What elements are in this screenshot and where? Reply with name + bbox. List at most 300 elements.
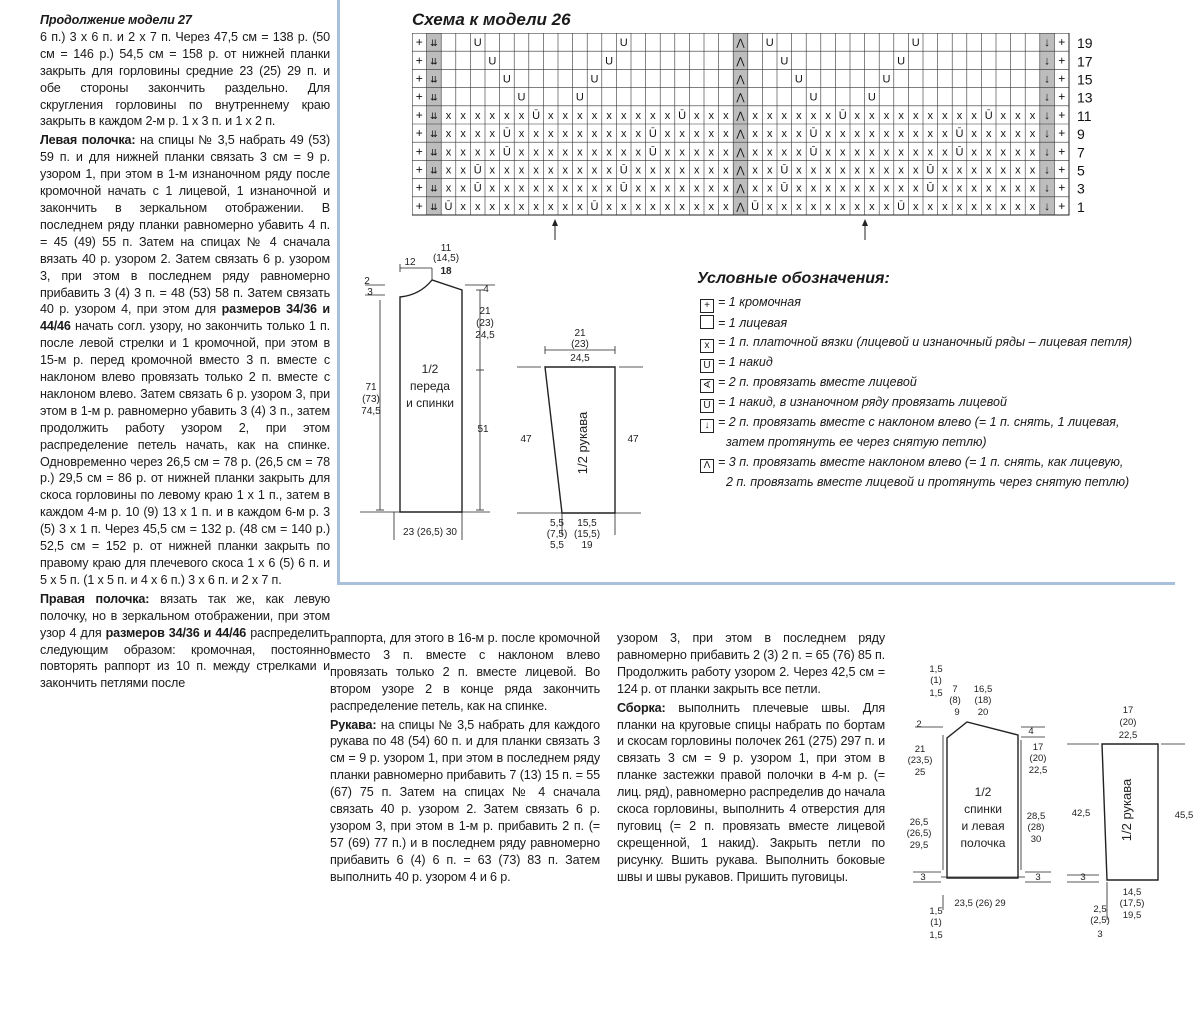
svg-text:x: x — [796, 146, 802, 159]
svg-text:x: x — [650, 200, 656, 213]
svg-text:x: x — [664, 164, 671, 177]
dim: 1,5 — [929, 664, 943, 675]
dim: 3 — [1097, 929, 1103, 940]
svg-text:x: x — [445, 128, 452, 141]
legend-text-continuation: 2 п. провязать вместе лицевой и протянуть через снятую петлю) — [726, 475, 1130, 489]
dim: 24,5 — [570, 353, 590, 364]
svg-text:x: x — [1015, 200, 1021, 213]
svg-text:x: x — [927, 109, 934, 122]
svg-text:⋀: ⋀ — [736, 92, 745, 104]
svg-text:x: x — [825, 200, 831, 213]
svg-text:x: x — [723, 109, 729, 122]
svg-text:x: x — [518, 146, 525, 159]
svg-text:x: x — [723, 164, 729, 177]
dim: 14,5 — [1122, 887, 1142, 898]
svg-text:x: x — [591, 128, 598, 141]
svg-text:x: x — [839, 164, 846, 177]
svg-text:x: x — [752, 146, 758, 159]
svg-text:Ū: Ū — [648, 146, 657, 159]
svg-text:⇊: ⇊ — [430, 74, 438, 85]
dim: 29,5 — [909, 840, 929, 851]
svg-text:Ū: Ū — [648, 128, 657, 141]
legend-text: = 1 лицевая — [718, 316, 788, 330]
svg-text:U: U — [590, 73, 599, 86]
legend-symbol-icon: + — [700, 299, 714, 313]
svg-text:x: x — [474, 128, 481, 141]
svg-text:x: x — [693, 109, 700, 122]
svg-text:+: + — [1058, 35, 1066, 50]
svg-text:+: + — [415, 35, 423, 50]
svg-text:Ū: Ū — [897, 200, 906, 213]
legend-item — [700, 355, 773, 373]
svg-text:x: x — [533, 128, 539, 141]
svg-text:x: x — [650, 182, 656, 195]
row-number: 5 — [1077, 162, 1085, 179]
dim: (18) — [974, 695, 992, 706]
svg-text:x: x — [898, 146, 904, 159]
row-number: 15 — [1077, 71, 1093, 88]
dim: (2,5) — [1090, 915, 1110, 926]
svg-text:x: x — [1015, 128, 1021, 141]
section-heading-assembly: Сборка: — [617, 700, 666, 715]
svg-text:↓: ↓ — [1044, 198, 1051, 213]
legend-item — [700, 315, 787, 330]
dim: 23 (26,5) 30 — [403, 527, 457, 538]
svg-text:x: x — [606, 182, 612, 195]
svg-text:U: U — [473, 37, 482, 50]
svg-text:x: x — [766, 182, 773, 195]
svg-text:x: x — [708, 109, 715, 122]
svg-text:⋀: ⋀ — [736, 56, 745, 68]
svg-text:Ū: Ū — [809, 146, 818, 159]
svg-text:x: x — [869, 146, 875, 159]
svg-text:+: + — [1058, 107, 1066, 122]
svg-text:x: x — [664, 182, 671, 195]
svg-text:x: x — [985, 200, 992, 213]
instructions-column-1 — [40, 12, 330, 694]
svg-text:x: x — [620, 109, 627, 122]
svg-text:x: x — [708, 146, 715, 159]
svg-text:Ū: Ū — [473, 182, 482, 195]
svg-text:x: x — [1015, 109, 1021, 122]
svg-text:x: x — [606, 164, 612, 177]
svg-text:⇊: ⇊ — [430, 183, 438, 194]
piece-label: 1/2 рукава — [1119, 778, 1134, 842]
legend-symbol-icon: ↓ — [700, 419, 714, 433]
svg-text:⋀: ⋀ — [736, 74, 745, 86]
svg-text:x: x — [1000, 182, 1007, 195]
svg-text:x: x — [810, 164, 817, 177]
svg-text:x: x — [723, 182, 729, 195]
dim: 19,5 — [1122, 910, 1142, 921]
svg-text:⇊: ⇊ — [430, 110, 438, 121]
svg-text:x: x — [869, 182, 875, 195]
dim: 47 — [627, 434, 639, 445]
svg-text:x: x — [591, 182, 598, 195]
row-number: 13 — [1077, 89, 1093, 106]
svg-text:x: x — [1000, 146, 1007, 159]
dim: (23,5) — [907, 755, 933, 766]
svg-text:↓: ↓ — [1044, 107, 1051, 122]
svg-text:x: x — [898, 164, 904, 177]
svg-text:x: x — [766, 164, 773, 177]
svg-text:Ū: Ū — [926, 182, 935, 195]
continuation-heading: Продолжение модели 27 — [40, 13, 192, 27]
svg-text:x: x — [635, 128, 642, 141]
dim: (17,5) — [1119, 898, 1145, 909]
dim: 1,5 — [929, 930, 943, 941]
svg-text:x: x — [854, 182, 861, 195]
svg-text:+: + — [1058, 126, 1066, 141]
svg-text:x: x — [810, 109, 817, 122]
piece-label: 1/2 — [421, 362, 439, 376]
pattern-sleeve — [515, 325, 655, 555]
svg-text:x: x — [956, 164, 963, 177]
svg-text:⋀: ⋀ — [736, 165, 745, 177]
row-number: 1 — [1077, 198, 1085, 215]
svg-text:x: x — [679, 164, 685, 177]
svg-text:x: x — [869, 164, 875, 177]
svg-text:x: x — [562, 146, 569, 159]
svg-text:x: x — [708, 128, 715, 141]
svg-text:x: x — [766, 109, 773, 122]
svg-text:Ū: Ū — [955, 128, 964, 141]
svg-text:+: + — [415, 162, 423, 177]
svg-text:x: x — [1015, 182, 1021, 195]
svg-text:x: x — [912, 200, 919, 213]
svg-text:x: x — [912, 146, 919, 159]
legend-text: = 2 п. провязать вместе с наклоном влево (= 1 п. снять, 1 лицевая, — [718, 415, 1120, 429]
svg-text:⇊: ⇊ — [430, 92, 438, 103]
dim: 1,5 — [929, 688, 943, 699]
svg-text:x: x — [533, 146, 539, 159]
svg-text:x: x — [562, 128, 569, 141]
svg-text:Ū: Ū — [502, 128, 511, 141]
svg-text:x: x — [942, 128, 948, 141]
svg-text:⇊: ⇊ — [430, 56, 438, 67]
svg-text:x: x — [533, 164, 539, 177]
dim: (7,5) — [546, 529, 568, 540]
svg-text:x: x — [898, 128, 904, 141]
dim: (20) — [1119, 717, 1137, 728]
svg-text:x: x — [518, 128, 525, 141]
svg-text:x: x — [796, 128, 802, 141]
svg-text:x: x — [912, 128, 919, 141]
paragraph: вязать так же, как левую полочку, но в зеркальном отображении, при этом узор 4 для — [40, 591, 330, 640]
svg-text:x: x — [883, 128, 890, 141]
svg-text:+: + — [415, 180, 423, 195]
svg-text:x: x — [971, 200, 977, 213]
svg-text:x: x — [708, 200, 715, 213]
svg-text:+: + — [1058, 89, 1066, 104]
svg-text:+: + — [415, 126, 423, 141]
svg-text:x: x — [489, 182, 496, 195]
dim: 12 — [404, 257, 416, 268]
svg-text:Ū: Ū — [926, 164, 935, 177]
svg-text:x: x — [825, 146, 831, 159]
svg-text:x: x — [577, 200, 583, 213]
svg-text:+: + — [415, 144, 423, 159]
svg-text:x: x — [956, 109, 963, 122]
svg-text:x: x — [869, 109, 875, 122]
size-emphasis: размеров 34/36 и 44/46 — [105, 625, 247, 640]
dim: (28) — [1027, 822, 1045, 833]
svg-text:x: x — [1029, 146, 1036, 159]
svg-text:x: x — [635, 200, 642, 213]
paragraph: 6 п.) 3 х 6 п. и 2 х 7 п. Через 47,5 см = 138 р. (50 см = 146 р.) 54,5 см = 158 р. от нижней планки закрыть для горловины средние 23 (25) 29 п. и обе стороны закончить раздельно. Для скругления горловины по внутреннему краю закрыть в каждом 2-м р. 1 х 3 п. и 1 х 2 п. — [40, 29, 330, 129]
dim: 2,5 — [1093, 904, 1107, 915]
svg-text:x: x — [547, 128, 554, 141]
svg-text:↓: ↓ — [1044, 89, 1051, 104]
dim: (15,5) — [573, 529, 601, 540]
size-emphasis: размеров 34/36 и 44/46 — [40, 302, 330, 334]
paragraph: распределить следующим образом: кромочная, постоянно повторять раппорт из 10 п. между стрелками и закончить петлями после — [40, 625, 330, 691]
svg-text:x: x — [693, 200, 700, 213]
svg-text:x: x — [883, 164, 890, 177]
svg-text:U: U — [619, 37, 628, 50]
svg-text:x: x — [752, 109, 758, 122]
dim: 21 — [914, 744, 926, 755]
svg-text:x: x — [912, 109, 919, 122]
dim: 25 — [914, 767, 926, 778]
svg-text:x: x — [912, 182, 919, 195]
svg-text:x: x — [942, 146, 948, 159]
legend-symbol-icon: Ū — [700, 399, 714, 413]
dim: 30 — [1030, 834, 1042, 845]
svg-text:⋀: ⋀ — [736, 147, 745, 159]
svg-text:x: x — [664, 146, 671, 159]
svg-text:x: x — [810, 200, 817, 213]
svg-text:Ū: Ū — [678, 109, 687, 122]
svg-text:x: x — [927, 128, 934, 141]
svg-text:x: x — [927, 146, 934, 159]
svg-text:x: x — [781, 128, 788, 141]
svg-text:U: U — [502, 73, 511, 86]
svg-text:x: x — [533, 200, 539, 213]
svg-text:x: x — [796, 164, 802, 177]
svg-text:x: x — [708, 164, 715, 177]
dim: 17 — [1122, 705, 1134, 716]
svg-text:+: + — [1058, 144, 1066, 159]
paragraph: на спицы № 3,5 набрать для каждого рукава по 48 (54) 60 п. и для планки связать 3 см = 9 р. узором 1, при этом в последнем ряду планки равномерно прибавить 7 (13) 15 п. = 55 (67) 75 п. Затем на спицах № 4 сначала связать 40 р. узором 2. Затем связать 6 р. узором 3, при этом в 1-м р. прибавить 2 п. (= 57 (69) 77 п.) и в последнем ряду равномерно прибавить 6 (4) 6 п. = 63 (73) 83 п. Затем выполнить 40 р. узором 4 и 6 р. — [330, 717, 600, 884]
svg-text:x: x — [679, 200, 685, 213]
legend-text: = 1 п. платочной вязки (лицевой и изнаночный ряды – лицевая петля) — [718, 335, 1133, 349]
legend-symbol-icon — [700, 315, 714, 329]
dim: 15,5 — [577, 518, 597, 529]
dim: 4 — [1028, 726, 1034, 737]
svg-text:x: x — [606, 146, 612, 159]
knitting-chart — [412, 33, 1132, 243]
svg-text:Ū: Ū — [532, 109, 541, 122]
svg-text:⋀: ⋀ — [736, 201, 745, 213]
svg-text:+: + — [415, 89, 423, 104]
svg-text:x: x — [723, 146, 729, 159]
dim: 2 — [916, 719, 922, 730]
legend-symbol-icon: x — [700, 339, 714, 353]
svg-text:U: U — [867, 91, 876, 104]
svg-text:x: x — [839, 182, 846, 195]
instructions-column-2 — [330, 630, 600, 888]
svg-text:⇊: ⇊ — [430, 38, 438, 49]
svg-text:x: x — [664, 200, 671, 213]
svg-text:x: x — [1015, 146, 1021, 159]
dim: 19 — [581, 540, 593, 551]
svg-text:x: x — [562, 109, 569, 122]
dim: 2 — [364, 276, 370, 287]
svg-text:x: x — [752, 128, 758, 141]
svg-text:x: x — [504, 200, 510, 213]
legend-title: Условные обозначения: — [697, 270, 890, 287]
svg-text:Ū: Ū — [955, 146, 964, 159]
dim: 3 — [367, 287, 373, 298]
svg-text:x: x — [577, 146, 583, 159]
svg-text:x: x — [533, 182, 539, 195]
svg-text:x: x — [504, 164, 510, 177]
svg-text:x: x — [445, 182, 452, 195]
legend-text: = 1 накид — [718, 355, 773, 369]
dim: 21 — [479, 306, 491, 317]
dim: 20 — [977, 707, 989, 718]
svg-text:x: x — [956, 200, 963, 213]
svg-text:x: x — [445, 164, 452, 177]
svg-text:x: x — [839, 128, 846, 141]
svg-text:x: x — [781, 109, 788, 122]
svg-text:x: x — [460, 146, 466, 159]
svg-text:x: x — [518, 200, 525, 213]
dim: 23,5 (26) 29 — [954, 898, 1006, 909]
legend-text: = 2 п. провязать вместе лицевой — [718, 375, 917, 389]
svg-text:x: x — [664, 128, 671, 141]
svg-text:x: x — [489, 164, 496, 177]
svg-text:x: x — [693, 164, 700, 177]
legend-text-continuation: затем протянуть ее через снятую петлю) — [726, 435, 987, 449]
legend-text: = 3 п. провязать вместе наклоном влево (= 1 п. снять, как лицевую, — [718, 455, 1124, 469]
svg-text:x: x — [635, 109, 642, 122]
svg-text:Ū: Ū — [751, 200, 760, 213]
svg-text:x: x — [898, 182, 904, 195]
svg-text:x: x — [883, 200, 890, 213]
svg-text:x: x — [591, 164, 598, 177]
svg-text:x: x — [547, 164, 554, 177]
svg-text:Ū: Ū — [444, 200, 453, 213]
legend-symbol-icon: ∢ — [700, 379, 714, 393]
dim: 22,5 — [1118, 730, 1138, 741]
svg-text:x: x — [825, 182, 831, 195]
svg-text:x: x — [869, 128, 875, 141]
svg-text:x: x — [1000, 200, 1007, 213]
svg-text:↓: ↓ — [1044, 180, 1051, 195]
svg-text:↓: ↓ — [1044, 162, 1051, 177]
svg-text:⋀: ⋀ — [736, 183, 745, 195]
svg-text:x: x — [796, 109, 802, 122]
instructions-column-3 — [617, 630, 885, 888]
svg-text:x: x — [445, 146, 452, 159]
dim: 71 — [365, 382, 377, 393]
legend-item — [700, 415, 1119, 433]
svg-text:Ū: Ū — [984, 109, 993, 122]
dim: 45,5 — [1174, 810, 1194, 821]
svg-text:x: x — [577, 182, 583, 195]
dim: (8) — [949, 695, 961, 706]
row-number: 9 — [1077, 126, 1085, 143]
svg-text:x: x — [1000, 128, 1007, 141]
dim: 21 — [574, 328, 586, 339]
svg-text:x: x — [752, 182, 758, 195]
svg-text:x: x — [606, 200, 612, 213]
svg-text:x: x — [971, 182, 977, 195]
svg-text:x: x — [504, 182, 510, 195]
svg-text:x: x — [489, 200, 496, 213]
dim: (23) — [571, 339, 589, 350]
pattern-front-back — [360, 240, 510, 560]
svg-text:x: x — [985, 164, 992, 177]
svg-text:U: U — [575, 91, 584, 104]
svg-text:x: x — [971, 164, 977, 177]
paragraph: раппорта, для этого в 16-м р. после кромочной вместо 3 п. вместе с наклоном влево провязать только 2 п. вместе лицевой. Во втором узоре 2 в конце ряда закончить распределение петель, как на спинке. — [330, 631, 600, 713]
dim: (26,5) — [906, 828, 932, 839]
svg-text:x: x — [723, 128, 729, 141]
svg-text:+: + — [1058, 162, 1066, 177]
svg-text:x: x — [985, 128, 992, 141]
dim: 17 — [1032, 742, 1044, 753]
svg-text:x: x — [489, 109, 496, 122]
svg-text:x: x — [606, 109, 612, 122]
piece-label: спинки — [964, 802, 1002, 816]
section-heading-left-front: Левая полочка: — [40, 133, 136, 148]
svg-text:x: x — [445, 109, 452, 122]
piece-label: и левая — [961, 819, 1005, 833]
svg-text:+: + — [1058, 198, 1066, 213]
dim: 24,5 — [475, 330, 495, 341]
svg-text:↓: ↓ — [1044, 71, 1051, 86]
svg-text:x: x — [474, 109, 481, 122]
svg-text:x: x — [474, 200, 481, 213]
pattern-sleeve-2 — [1065, 700, 1195, 950]
svg-text:x: x — [635, 182, 642, 195]
svg-text:x: x — [971, 128, 977, 141]
svg-text:x: x — [752, 164, 758, 177]
svg-text:x: x — [766, 146, 773, 159]
svg-text:x: x — [635, 164, 642, 177]
svg-text:x: x — [1029, 164, 1036, 177]
svg-text:x: x — [620, 128, 627, 141]
row-number: 7 — [1077, 144, 1085, 161]
svg-text:x: x — [562, 164, 569, 177]
dim: 16,5 — [973, 684, 993, 695]
svg-text:Ū: Ū — [502, 146, 511, 159]
svg-text:x: x — [854, 164, 861, 177]
dim: 28,5 — [1026, 811, 1046, 822]
svg-text:⇊: ⇊ — [430, 201, 438, 212]
dim: 3 — [1080, 872, 1086, 883]
svg-text:x: x — [693, 182, 700, 195]
legend-text: = 1 накид, в изнаночном ряду провязать лицевой — [718, 395, 1007, 409]
repeat-arrows — [552, 219, 868, 240]
pattern-back-left-front — [905, 660, 1060, 950]
paragraph: выполнить плечевые швы. Для планки на круговые спицы набрать по бортам и скосам горловины полочек 261 (275) 297 п. и связать 3 см = 9 р. узором 1, при этом в планке застежки правой полочки в 4-м р. (= лиц. ряд), равномерно распределив до начала скоса горловины, выполнить 4 отверстия для пуговиц (= 2 п. провязать вместе лицевой скрещенной, 1 накид). Закрыть петли по рисунку. Вшить рукава. Выполнить боковые швы и швы рукавов. Пришить пуговицы. — [617, 700, 885, 884]
svg-text:x: x — [1029, 128, 1036, 141]
svg-text:x: x — [1029, 182, 1036, 195]
svg-text:+: + — [415, 71, 423, 86]
svg-text:↓: ↓ — [1044, 35, 1051, 50]
svg-text:x: x — [985, 146, 992, 159]
svg-text:x: x — [679, 146, 685, 159]
svg-text:x: x — [883, 182, 890, 195]
svg-text:U: U — [809, 91, 818, 104]
svg-text:x: x — [693, 146, 700, 159]
piece-label: 1/2 — [974, 785, 992, 799]
svg-text:x: x — [489, 146, 496, 159]
